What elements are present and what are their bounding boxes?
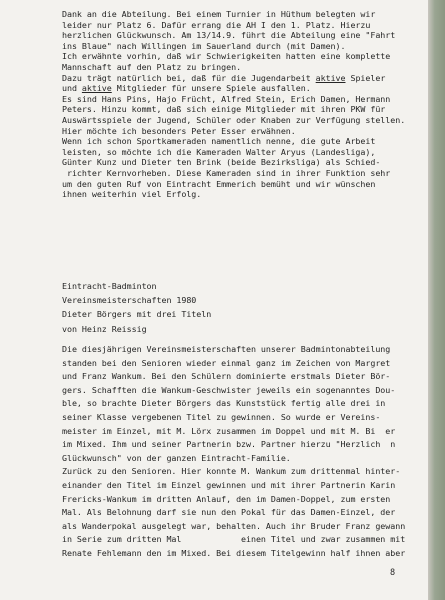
- text-line: herzlichen Glückwunsch. Am 13/14.9. führt die Abteilung eine "Fahrt: [62, 30, 396, 41]
- underlined-word: aktive: [315, 72, 346, 83]
- text-line: einander den Titel im Einzel gewinnen und mit ihrer Partnerin Karin: [62, 479, 396, 490]
- text-line: als Wanderpokal ausgelegt war, behalten. Auch ihr Bruder Franz gewann: [62, 520, 406, 531]
- text-line: Peters. Hinzu kommt, daß sich einige Mitglieder mit ihren PKW für: [62, 104, 386, 115]
- text-line: Günter Kunz und Dieter ten Brink (beide Bezirksliga) als Schied-: [62, 157, 381, 168]
- underlined-word: aktive: [81, 83, 112, 94]
- page-edge-background: [428, 0, 445, 600]
- text-line: Glückwunsch" von der ganzen Eintracht-Familie.: [62, 452, 291, 463]
- text-line: Mannschaft auf den Platz zu bringen.: [62, 61, 242, 72]
- text-line: Ich erwähnte vorhin, daß wir Schwierigkeiten hatten eine komplette: [62, 51, 391, 62]
- text-line: Zurück zu den Senioren. Hier konnte M. Wankum zum drittenmal hinter-: [62, 466, 401, 477]
- text-line: ins Blaue" nach Willingen im Sauerland durch (mit Damen).: [62, 40, 346, 51]
- article-heading: [62, 279, 422, 336]
- heading-line: Vereinsmeisterschaften 1980: [62, 295, 197, 306]
- text-line: leider nur Platz 6. Dafür errang die AH I den 1. Platz. Hierzu: [62, 19, 371, 30]
- text-line: gers. Schafften die Wankum-Geschwister jeweils ein sogenanntes Dou-: [62, 384, 396, 395]
- page-number: 8: [390, 568, 396, 578]
- paragraph-badminton-report: [62, 343, 422, 561]
- heading-line: Dieter Börgers mit drei Titeln: [62, 309, 212, 320]
- text-line: Dank an die Abteilung. Bei einem Turnier in Hüthum belegten wir: [62, 9, 376, 19]
- text-line: Mal. Als Belohnung darf sie nun den Pokal für das Damen-Einzel, der: [62, 507, 396, 518]
- text-line: standen bei den Senioren wieder einmal ganz im Zeichen von Margret: [62, 357, 391, 368]
- text-line: richter Kernvorheben. Diese Kameraden sind in ihrer Funktion sehr: [62, 167, 391, 178]
- heading-line: Eintracht-Badminton: [62, 281, 157, 291]
- text-line: leisten, so möchte ich die Kameraden Walter Aryus (Landesliga),: [62, 146, 376, 157]
- text-line: Auswärtsspiele der Jugend, Schüler oder Knaben zur Verfügung stellen.: [62, 114, 406, 125]
- text-line: im Mixed. Ihm und seiner Partnerin bzw. Partner hierzu "Herzlich n: [62, 439, 396, 450]
- author-line: von Heinz Reissig: [62, 323, 147, 334]
- text-line: Frericks-Wankum im dritten Anlauf, den im Damen-Doppel, zum ersten: [62, 493, 391, 504]
- text-line: ble, so brachte Dieter Börgers das Kunststück fertig alle drei in: [62, 398, 386, 409]
- text-line-with-underline: Dazu trägt natürlich bei, daß für die Jugendarbeit aktive Spieler: [62, 72, 386, 83]
- text-line: Wenn ich schon Sportkameraden namentlich nenne, die gute Arbeit: [62, 136, 376, 147]
- text-line: Renate Fehlemann den im Mixed. Bei diesem Titelgewinn half ihnen aber: [62, 547, 406, 558]
- text-line: ihnen weiterhin viel Erfolg.: [62, 189, 202, 200]
- text-line: Die diesjährigen Vereinsmeisterschaften unserer Badmintonabteilung: [62, 344, 391, 354]
- text-line: und Franz Wankum. Bei den Schülern dominierte erstmals Dieter Bör-: [62, 371, 391, 382]
- text-line: Hier möchte ich besonders Peter Esser erwähnen.: [62, 125, 296, 136]
- text-line: Es sind Hans Pins, Hajo Frücht, Alfred Stein, Erich Damen, Hermann: [62, 93, 391, 104]
- text-line: in Serie zum dritten Mal einen Titel und zwar zusammen mit: [62, 534, 406, 545]
- text-line: seiner Klasse vergebenen Titel zu gewinnen. So wurde er Vereins-: [62, 411, 381, 422]
- text-line-with-underline: und aktive Mitglieder für unsere Spiele ausfallen.: [62, 83, 311, 94]
- paragraph-football-report: [62, 9, 422, 200]
- text-line: meister im Einzel, mit M. Lörx zusammen im Doppel und mit M. Bi er: [62, 425, 396, 436]
- text-line: um den guten Ruf von Eintracht Emmerich bemüht und wir wünschen: [62, 178, 376, 189]
